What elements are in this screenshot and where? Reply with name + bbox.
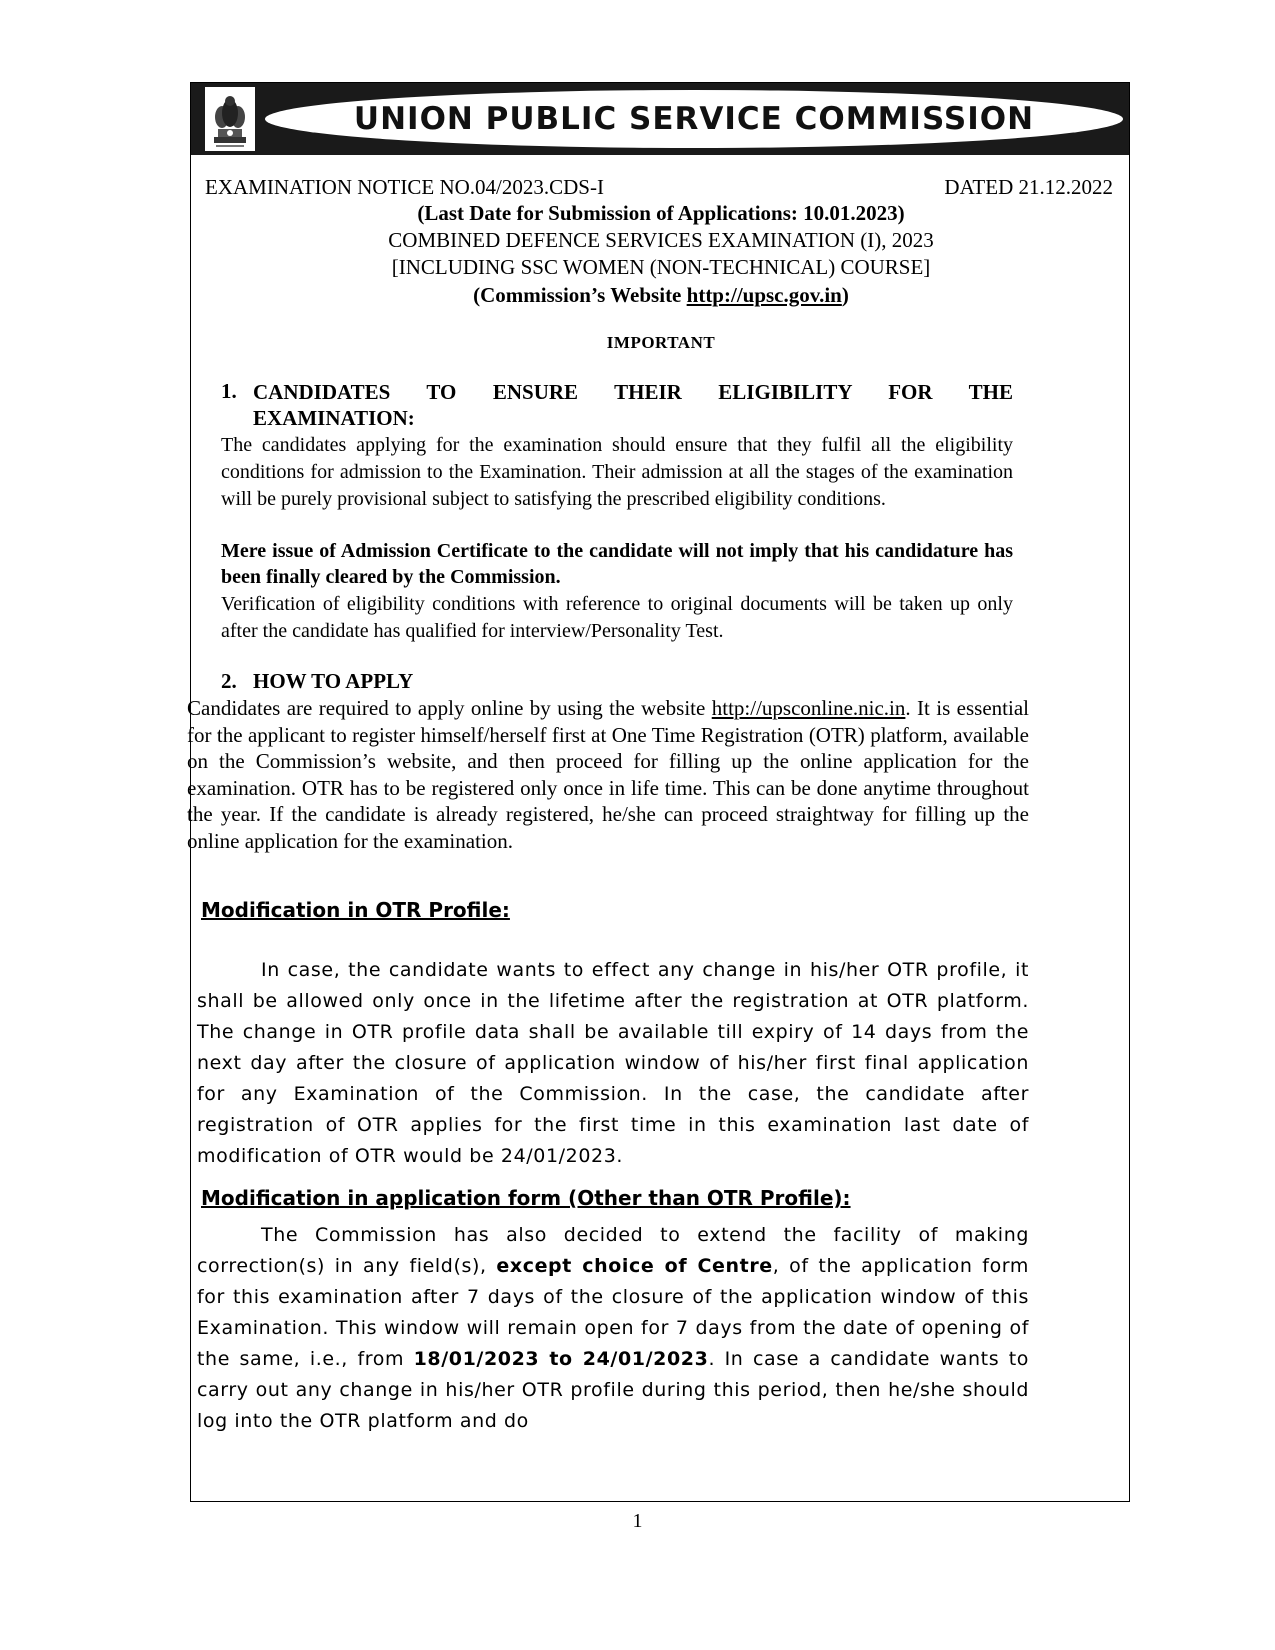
section2-heading: HOW TO APPLY bbox=[253, 669, 414, 693]
form-modification-body bbox=[197, 1220, 1029, 1437]
banner-title: UNION PUBLIC SERVICE COMMISSION bbox=[353, 101, 1035, 137]
notice-date: DATED 21.12.2022 bbox=[944, 175, 1113, 199]
important-label: IMPORTANT bbox=[606, 333, 716, 352]
exam-title: COMBINED DEFENCE SERVICES EXAMINATION (I), 2023 bbox=[388, 228, 934, 252]
including-line: [INCLUDING SSC WOMEN (NON-TECHNICAL) COURSE] bbox=[391, 255, 931, 279]
website-suffix: ) bbox=[841, 283, 849, 307]
section2-text-a: Candidates are required to apply online by using the website bbox=[187, 696, 712, 720]
otr-modification-heading: Modification in OTR Profile: bbox=[201, 898, 510, 922]
header-banner bbox=[191, 83, 1129, 155]
form-mod-text-2: , of the application form for this examination after 7 days of the closure of the application window of this Examination. This window will remain open for 7 days from the date of opening of the same, i.e., from bbox=[197, 1255, 1029, 1370]
section1-para3: Verification of eligibility conditions with reference to original documents will be taken up only after the candidate has qualified for interview/Personality Test. bbox=[221, 593, 1013, 642]
upsconline-link[interactable]: http://upsconline.nic.in bbox=[711, 696, 906, 720]
section1-para1: The candidates applying for the examination should ensure that they fulfil all the eligibility conditions for admission to the Examination. Their admission at all the stages of the examination will be purely provisional subject to satisfying the prescribed eligibility conditions. bbox=[221, 434, 1013, 510]
section1-number: 1. bbox=[221, 379, 237, 403]
last-date-line: (Last Date for Submission of Applications: 10.01.2023) bbox=[417, 201, 905, 225]
form-mod-bold-1: except choice of Centre bbox=[496, 1255, 773, 1277]
section2-body bbox=[187, 695, 1029, 854]
page-number: 1 bbox=[632, 1510, 643, 1532]
website-line bbox=[191, 283, 1131, 308]
section2-number: 2. bbox=[221, 669, 237, 693]
form-mod-bold-2: 18/01/2023 to 24/01/2023 bbox=[413, 1348, 709, 1370]
banner-ellipse bbox=[265, 90, 1123, 148]
section1-heading: CANDIDATES TO ENSURE THEIR ELIGIBILITY FOR THE EXAMINATION: bbox=[253, 380, 1013, 430]
notice-number: EXAMINATION NOTICE NO.04/2023.CDS-I bbox=[205, 175, 604, 199]
form-mod-text-3: . In case a candidate wants to carry out any change in his/her OTR profile during this period, then he/she should log into the OTR platform and do bbox=[197, 1348, 1029, 1432]
otr-modification-body: In case, the candidate wants to effect any change in his/her OTR profile, it shall be allowed only once in the lifetime after the registration at OTR platform. The change in OTR profile data shall be available till expiry of 14 days from the next day after the closure of application window of his/her first final application for any Examination of the Commission. In the case, the candidate after registration of OTR applies for the first time in this examination last date of modification of OTR would be 24/01/2023. bbox=[197, 959, 1029, 1167]
commission-website-link[interactable]: http://upsc.gov.in bbox=[686, 283, 842, 307]
form-modification-heading: Modification in application form (Other than OTR Profile): bbox=[201, 1186, 851, 1210]
website-prefix: (Commission’s Website bbox=[473, 283, 687, 307]
section2-text-b: . It is essential for the applicant to register himself/herself first at One Time Registration (OTR) platform, available on the Commission’s website, and then proceed for filling up the online application for the examination. OTR has to be registered only once in life time. This can be done anytime throughout the year. If the candidate is already registered, he/she can proceed straightway for filling up the online application for the examination. bbox=[187, 696, 1029, 853]
form-mod-text-1: The Commission has also decided to extend the facility of making correction(s) in any field(s), bbox=[197, 1224, 1029, 1277]
national-emblem-icon bbox=[205, 87, 255, 151]
section1-para2: Mere issue of Admission Certificate to the candidate will not imply that his candidature has been finally cleared by the Commission. bbox=[221, 540, 1013, 588]
page-frame bbox=[187, 82, 1130, 1502]
